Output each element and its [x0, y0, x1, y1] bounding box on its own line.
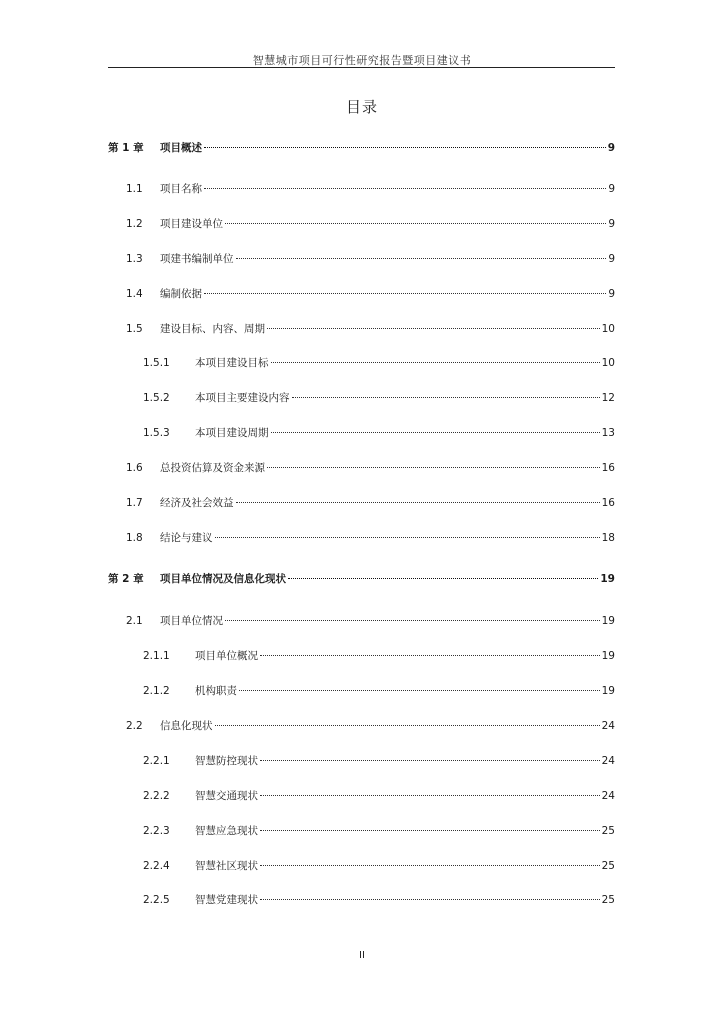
toc-entry-page: 25 [601, 860, 615, 872]
toc-entry-title: 结论与建议 [160, 532, 213, 544]
toc-dot-leader [267, 328, 600, 329]
toc-subsection-entry[interactable] [108, 683, 615, 699]
toc-entry-title: 项目单位概况 [195, 650, 258, 662]
toc-entry-number: 2.2.3 [143, 825, 170, 837]
toc-dot-leader [288, 578, 598, 579]
toc-dot-leader [204, 188, 606, 189]
toc-subsection-entry[interactable] [108, 858, 615, 874]
toc-section-entry[interactable] [108, 216, 615, 232]
toc-section-entry[interactable] [108, 286, 615, 302]
toc-entry-number: 1.5.1 [143, 357, 170, 369]
toc-dot-leader [292, 397, 600, 398]
toc-entry-number: 1.6 [126, 462, 143, 474]
toc-entry-page: 18 [601, 532, 615, 544]
toc-entry-title: 项目单位情况 [160, 615, 223, 627]
toc-entry-page: 10 [601, 357, 615, 369]
toc-chapter-entry[interactable] [108, 571, 615, 587]
toc-entry-title: 本项目建设目标 [195, 357, 269, 369]
toc-dot-leader [260, 865, 600, 866]
toc-dot-leader [215, 537, 600, 538]
toc-subsection-entry[interactable] [108, 892, 615, 908]
toc-dot-leader [271, 362, 600, 363]
toc-entry-number: 2.2 [126, 720, 143, 732]
toc-section-entry[interactable] [108, 495, 615, 511]
toc-entry-title: 项目概述 [160, 142, 202, 154]
toc-entry-number: 1.5 [126, 323, 143, 335]
toc-dot-leader [260, 795, 600, 796]
toc-entry-number: 2.2.4 [143, 860, 170, 872]
toc-entry-page: 9 [608, 288, 615, 300]
toc-entry-number: 1.1 [126, 183, 143, 195]
toc-entry-page: 9 [608, 183, 615, 195]
toc-entry-title: 智慧防控现状 [195, 755, 258, 767]
toc-entry-number: 2.2.2 [143, 790, 170, 802]
toc-section-entry[interactable] [108, 530, 615, 546]
toc-dot-leader [267, 467, 600, 468]
toc-dot-leader [239, 690, 600, 691]
toc-heading: 目录 [345, 98, 378, 116]
toc-entry-title: 编制依据 [160, 288, 202, 300]
toc-entry-title: 项建书编制单位 [160, 253, 234, 265]
toc-entry-number: 1.3 [126, 253, 143, 265]
toc-subsection-entry[interactable] [108, 425, 615, 441]
toc-dot-leader [225, 620, 600, 621]
toc-entry-number: 2.2.1 [143, 755, 170, 767]
toc-entry-title: 总投资估算及资金来源 [160, 462, 265, 474]
toc-entry-number: 2.2.5 [143, 894, 170, 906]
toc-entry-page: 25 [601, 825, 615, 837]
toc-entry-title: 机构职责 [195, 685, 237, 697]
toc-dot-leader [204, 147, 606, 148]
toc-entry-title: 本项目建设周期 [195, 427, 269, 439]
toc-entry-page: 9 [608, 253, 615, 265]
toc-entry-number: 2.1.2 [143, 685, 170, 697]
toc-dot-leader [260, 899, 600, 900]
toc-entry-title: 建设目标、内容、周期 [160, 323, 265, 335]
toc-entry-title: 项目建设单位 [160, 218, 223, 230]
toc-entry-page: 12 [601, 392, 615, 404]
toc-chapter-entry[interactable] [108, 140, 615, 156]
toc-subsection-entry[interactable] [108, 648, 615, 664]
toc-entry-page: 16 [601, 497, 615, 509]
toc-entry-number: 2.1.1 [143, 650, 170, 662]
toc-entry-page: 19 [600, 573, 615, 585]
toc-entry-title: 智慧党建现状 [195, 894, 258, 906]
toc-dot-leader [271, 432, 600, 433]
running-header: 智慧城市项目可行性研究报告暨项目建议书 [252, 54, 472, 67]
toc-entry-page: 19 [601, 685, 615, 697]
toc-entry-page: 19 [601, 650, 615, 662]
toc-dot-leader [236, 258, 607, 259]
toc-entry-page: 10 [601, 323, 615, 335]
toc-entry-number: 1.4 [126, 288, 143, 300]
toc-subsection-entry[interactable] [108, 753, 615, 769]
toc-subsection-entry[interactable] [108, 390, 615, 406]
toc-entry-title: 智慧社区现状 [195, 860, 258, 872]
header-rule [108, 67, 615, 68]
toc-entry-title: 项目单位情况及信息化现状 [160, 573, 286, 585]
toc-dot-leader [260, 830, 600, 831]
toc-entry-title: 智慧应急现状 [195, 825, 258, 837]
toc-entry-title: 经济及社会效益 [160, 497, 234, 509]
toc-dot-leader [260, 760, 600, 761]
toc-dot-leader [225, 223, 606, 224]
toc-entry-page: 24 [601, 755, 615, 767]
toc-entry-page: 9 [607, 142, 615, 154]
page-number: II [359, 950, 365, 961]
toc-entry-number: 1.5.2 [143, 392, 170, 404]
toc-subsection-entry[interactable] [108, 823, 615, 839]
toc-entry-title: 本项目主要建设内容 [195, 392, 290, 404]
toc-section-entry[interactable] [108, 613, 615, 629]
toc-entry-number: 第 2 章 [108, 573, 144, 585]
toc-entry-page: 25 [601, 894, 615, 906]
toc-entry-page: 16 [601, 462, 615, 474]
toc-section-entry[interactable] [108, 718, 615, 734]
toc-dot-leader [204, 293, 606, 294]
toc-entry-number: 2.1 [126, 615, 143, 627]
toc-section-entry[interactable] [108, 181, 615, 197]
toc-entry-number: 1.2 [126, 218, 143, 230]
toc-entry-page: 24 [601, 720, 615, 732]
toc-entry-title: 智慧交通现状 [195, 790, 258, 802]
toc-entry-title: 信息化现状 [160, 720, 213, 732]
toc-section-entry[interactable] [108, 460, 615, 476]
toc-entry-page: 9 [608, 218, 615, 230]
toc-section-entry[interactable] [108, 321, 615, 337]
toc-entry-title: 项目名称 [160, 183, 202, 195]
toc-entry-page: 24 [601, 790, 615, 802]
toc-dot-leader [260, 655, 600, 656]
toc-entry-page: 19 [601, 615, 615, 627]
toc-dot-leader [236, 502, 600, 503]
toc-subsection-entry[interactable] [108, 788, 615, 804]
toc-subsection-entry[interactable] [108, 355, 615, 371]
toc-entry-number: 1.8 [126, 532, 143, 544]
toc-entry-number: 1.5.3 [143, 427, 170, 439]
toc-entry-number: 1.7 [126, 497, 143, 509]
toc-dot-leader [215, 725, 600, 726]
toc-entry-page: 13 [601, 427, 615, 439]
toc-section-entry[interactable] [108, 251, 615, 267]
toc-entry-number: 第 1 章 [108, 142, 144, 154]
